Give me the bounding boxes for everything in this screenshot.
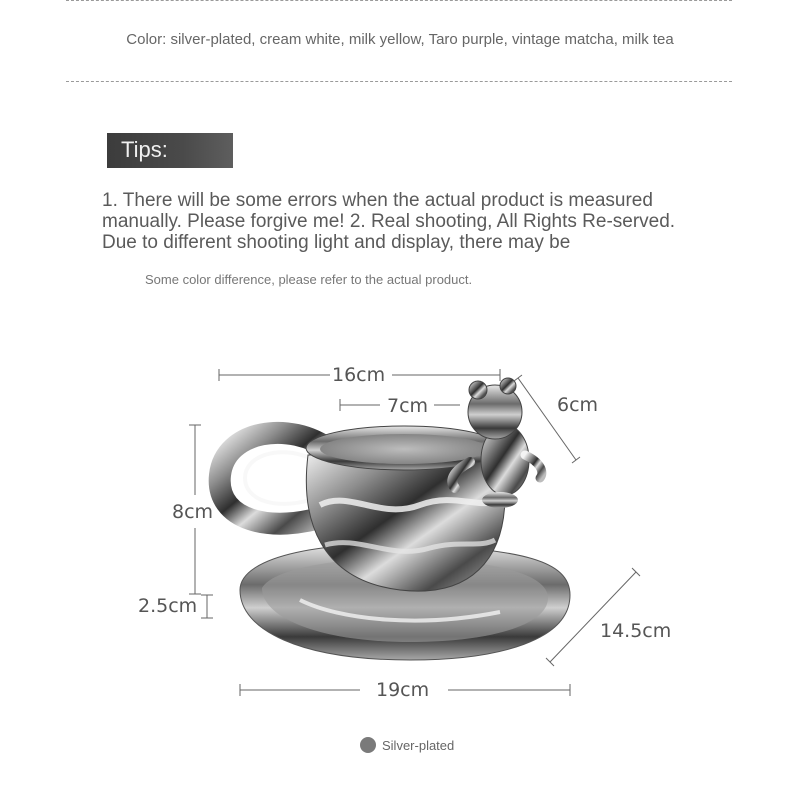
dim-saucer-depth: 14.5cm <box>600 620 672 642</box>
dim-saucer-height: 2.5cm <box>138 595 198 617</box>
product-dimension-diagram <box>120 350 700 710</box>
dim-ornament-height: 6cm <box>557 394 599 416</box>
tips-note-text: Some color difference, please refer to the actual product. <box>145 272 473 287</box>
tips-badge: Tips: <box>107 133 233 168</box>
dim-mouth-width: 7cm <box>387 395 429 417</box>
tips-body-text: 1. There will be some errors when the actual product is measured manually. Please forgive me! 2. Real shooting, All Rights Re-served. Due to different shooting light and display, there may be <box>102 190 676 253</box>
dim-saucer-width: 19cm <box>376 679 430 701</box>
silver-swatch <box>360 737 376 753</box>
dim-cup-height: 8cm <box>172 501 214 523</box>
color-legend <box>360 737 454 753</box>
legend-label: Silver-plated <box>382 737 455 753</box>
top-divider <box>66 0 732 1</box>
section-divider <box>66 81 732 82</box>
dim-top-width: 16cm <box>332 364 386 386</box>
color-options-text: Color: silver-plated, cream white, milk yellow, Taro purple, vintage matcha, milk tea <box>126 31 674 48</box>
